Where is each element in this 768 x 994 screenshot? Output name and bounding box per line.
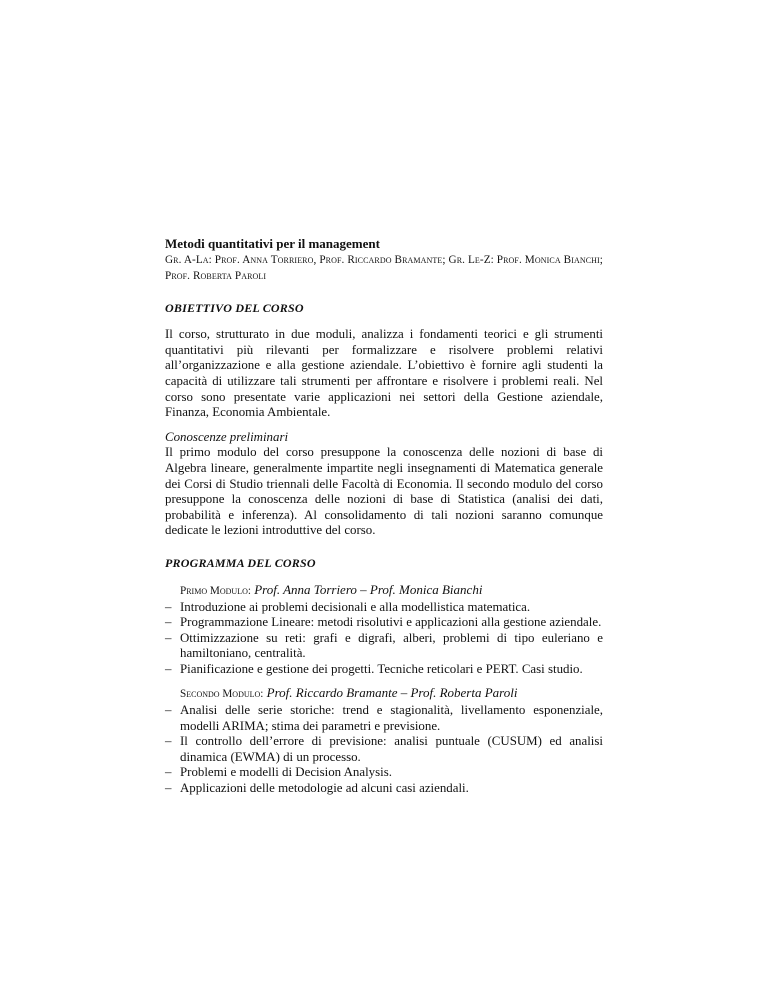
course-teachers: Gr. A-La: Prof. Anna Torriero, Prof. Riccardo Bramante; Gr. Le-Z: Prof. Monica Bianchi; Prof. Roberta Paroli bbox=[165, 254, 603, 282]
module-topic-list bbox=[165, 600, 603, 678]
topic-text: Applicazioni delle metodologie ad alcuni casi aziendali. bbox=[180, 781, 469, 796]
dash-bullet: – bbox=[165, 703, 172, 718]
module-header bbox=[165, 685, 603, 703]
prerequisites-text: Il primo modulo del corso presuppone la conoscenza delle nozioni di base di Algebra lineare, generalmente impartite negli insegnamenti di Matematica generale dei Corsi di Studio triennali delle Facoltà di Economia. Il secondo modulo del corso presuppone la conoscenza delle nozioni di base di Statistica (analisi dei dati, probabilità e inferenza). Al consolidamento di tali nozioni saranno comunque dedicate le lezioni introduttive del corso. bbox=[165, 445, 603, 538]
list-item bbox=[165, 734, 603, 765]
module-professors: Prof. Anna Torriero – Prof. Monica Bianchi bbox=[254, 581, 483, 597]
topic-text: Pianificazione e gestione dei progetti. Tecniche reticolari e PERT. Casi studio. bbox=[180, 661, 583, 676]
topic-text: Introduzione ai problemi decisionali e alla modellistica matematica. bbox=[180, 599, 531, 614]
topic-text: Programmazione Lineare: metodi risolutivi e applicazioni alla gestione aziendale. bbox=[180, 615, 602, 630]
topic-text: Il controllo dell’errore di previsione: analisi puntuale (CUSUM) ed analisi dinamica (EWMA) di un processo. bbox=[180, 734, 603, 764]
list-item bbox=[165, 615, 603, 631]
dash-bullet: – bbox=[165, 599, 172, 614]
list-item bbox=[165, 662, 603, 678]
topic-text: Ottimizzazione su reti: grafi e digrafi, alberi, problemi di tipo euleriano e hamiltoniano, centralità. bbox=[180, 630, 603, 661]
module-header bbox=[165, 582, 603, 600]
dash-bullet: – bbox=[165, 661, 172, 676]
program-heading: PROGRAMMA DEL CORSO bbox=[165, 555, 316, 570]
module-topic-list bbox=[165, 703, 603, 797]
module-label: Secondo Modulo: bbox=[180, 688, 264, 701]
list-item bbox=[165, 631, 603, 662]
topic-text: Analisi delle serie storiche: trend e stagionalità, livellamento esponenziale, modelli ARIMA; stima dei parametri e previsione. bbox=[180, 703, 603, 733]
prerequisites-heading: Conoscenze preliminari bbox=[165, 429, 289, 444]
objective-heading: OBIETTIVO DEL CORSO bbox=[165, 301, 304, 316]
module-professors: Prof. Riccardo Bramante – Prof. Roberta Paroli bbox=[266, 685, 518, 701]
objective-text: Il corso, strutturato in due moduli, analizza i fondamenti teorici e gli strumenti quantitativi più rilevanti per formalizzare e risolvere problemi relativi all’organizzazione e alla gestione aziendale. L’obiettivo è fornire agli studenti la capacità di utilizzare tali strumenti per affrontare e risolvere i problemi reali. Nel corso sono presentate varie applicazioni nei settori della Gestione aziendale, Finanza, Economia Ambientale. bbox=[165, 327, 603, 420]
dash-bullet: – bbox=[165, 734, 172, 749]
course-sheet bbox=[165, 236, 603, 797]
list-item bbox=[165, 703, 603, 734]
module-second bbox=[165, 685, 603, 796]
topic-text: Problemi e modelli di Decision Analysis. bbox=[180, 765, 392, 780]
list-item bbox=[165, 765, 603, 781]
dash-bullet: – bbox=[165, 615, 172, 630]
module-label: Primo Modulo: bbox=[180, 584, 251, 597]
list-item bbox=[165, 600, 603, 616]
module-first bbox=[165, 582, 603, 678]
dash-bullet: – bbox=[165, 781, 172, 796]
dash-bullet: – bbox=[165, 765, 172, 780]
course-title: Metodi quantitativi per il management bbox=[165, 236, 380, 251]
dash-bullet: – bbox=[165, 630, 172, 645]
list-item bbox=[165, 781, 603, 797]
